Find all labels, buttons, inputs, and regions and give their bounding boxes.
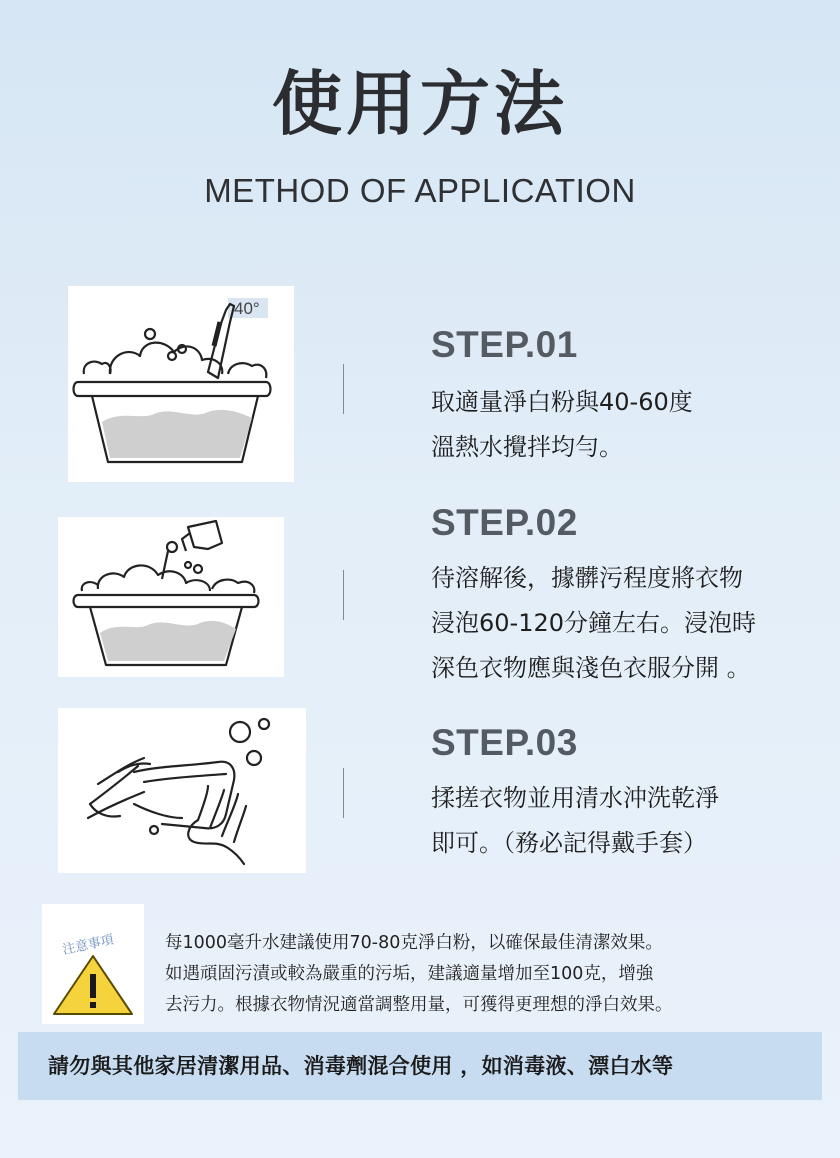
step-2-illustration <box>58 517 284 677</box>
hands-washing-icon <box>58 708 306 873</box>
thermometer-label: 40° <box>234 299 260 318</box>
step-2-line-1: 待溶解後，據髒污程度將衣物 <box>431 564 743 592</box>
step-3-title: STEP.03 <box>431 722 578 763</box>
step-3-text <box>431 776 719 866</box>
notice-line-1: 每1000毫升水建議使用70-80克淨白粉，以確保最佳清潔效果。 <box>165 933 663 953</box>
page-title: 使用方法 <box>272 63 568 145</box>
step-2-line-2: 浸泡60-120分鐘左右。浸泡時 <box>431 609 757 637</box>
warning-banner-text: 請勿與其他家居清潔用品、消毒劑混合使用 ，如消毒液、漂白水等 <box>48 1054 674 1078</box>
page-subtitle: METHOD OF APPLICATION <box>204 172 636 209</box>
notice-line-3: 去污力。根據衣物情況適當調整用量，可獲得更理想的淨白效果。 <box>165 995 673 1015</box>
step-3-line-2: 即可。（務必記得戴手套） <box>431 829 707 857</box>
step-1-text <box>431 380 693 470</box>
basin-thermometer-icon <box>68 286 294 482</box>
step-2-divider <box>343 570 344 620</box>
step-1-line-2: 溫熱水攪拌均勻。 <box>431 433 623 461</box>
step-2-text <box>431 556 756 691</box>
step-3-line-1: 揉搓衣物並用清水沖洗乾淨 <box>431 784 719 812</box>
step-1-title: STEP.01 <box>431 324 578 365</box>
step-1-illustration <box>68 286 294 482</box>
step-3-illustration <box>58 708 306 873</box>
step-2-line-3: 深色衣物應與淺色衣服分開 。 <box>431 654 751 682</box>
step-1-divider <box>343 364 344 414</box>
notice-text <box>165 928 673 1021</box>
basin-powder-sachet-icon <box>58 517 284 677</box>
notice-icon-box <box>42 904 144 1024</box>
warning-triangle-icon <box>54 956 132 1014</box>
notice-line-2: 如遇頑固污漬或較為嚴重的污垢，建議適量增加至100克，增強 <box>165 964 654 984</box>
notice-icon-label: 注意事項 <box>61 932 116 959</box>
step-1-line-1: 取適量淨白粉與40-60度 <box>431 388 693 416</box>
step-3-divider <box>343 768 344 818</box>
step-2-title: STEP.02 <box>431 502 578 543</box>
